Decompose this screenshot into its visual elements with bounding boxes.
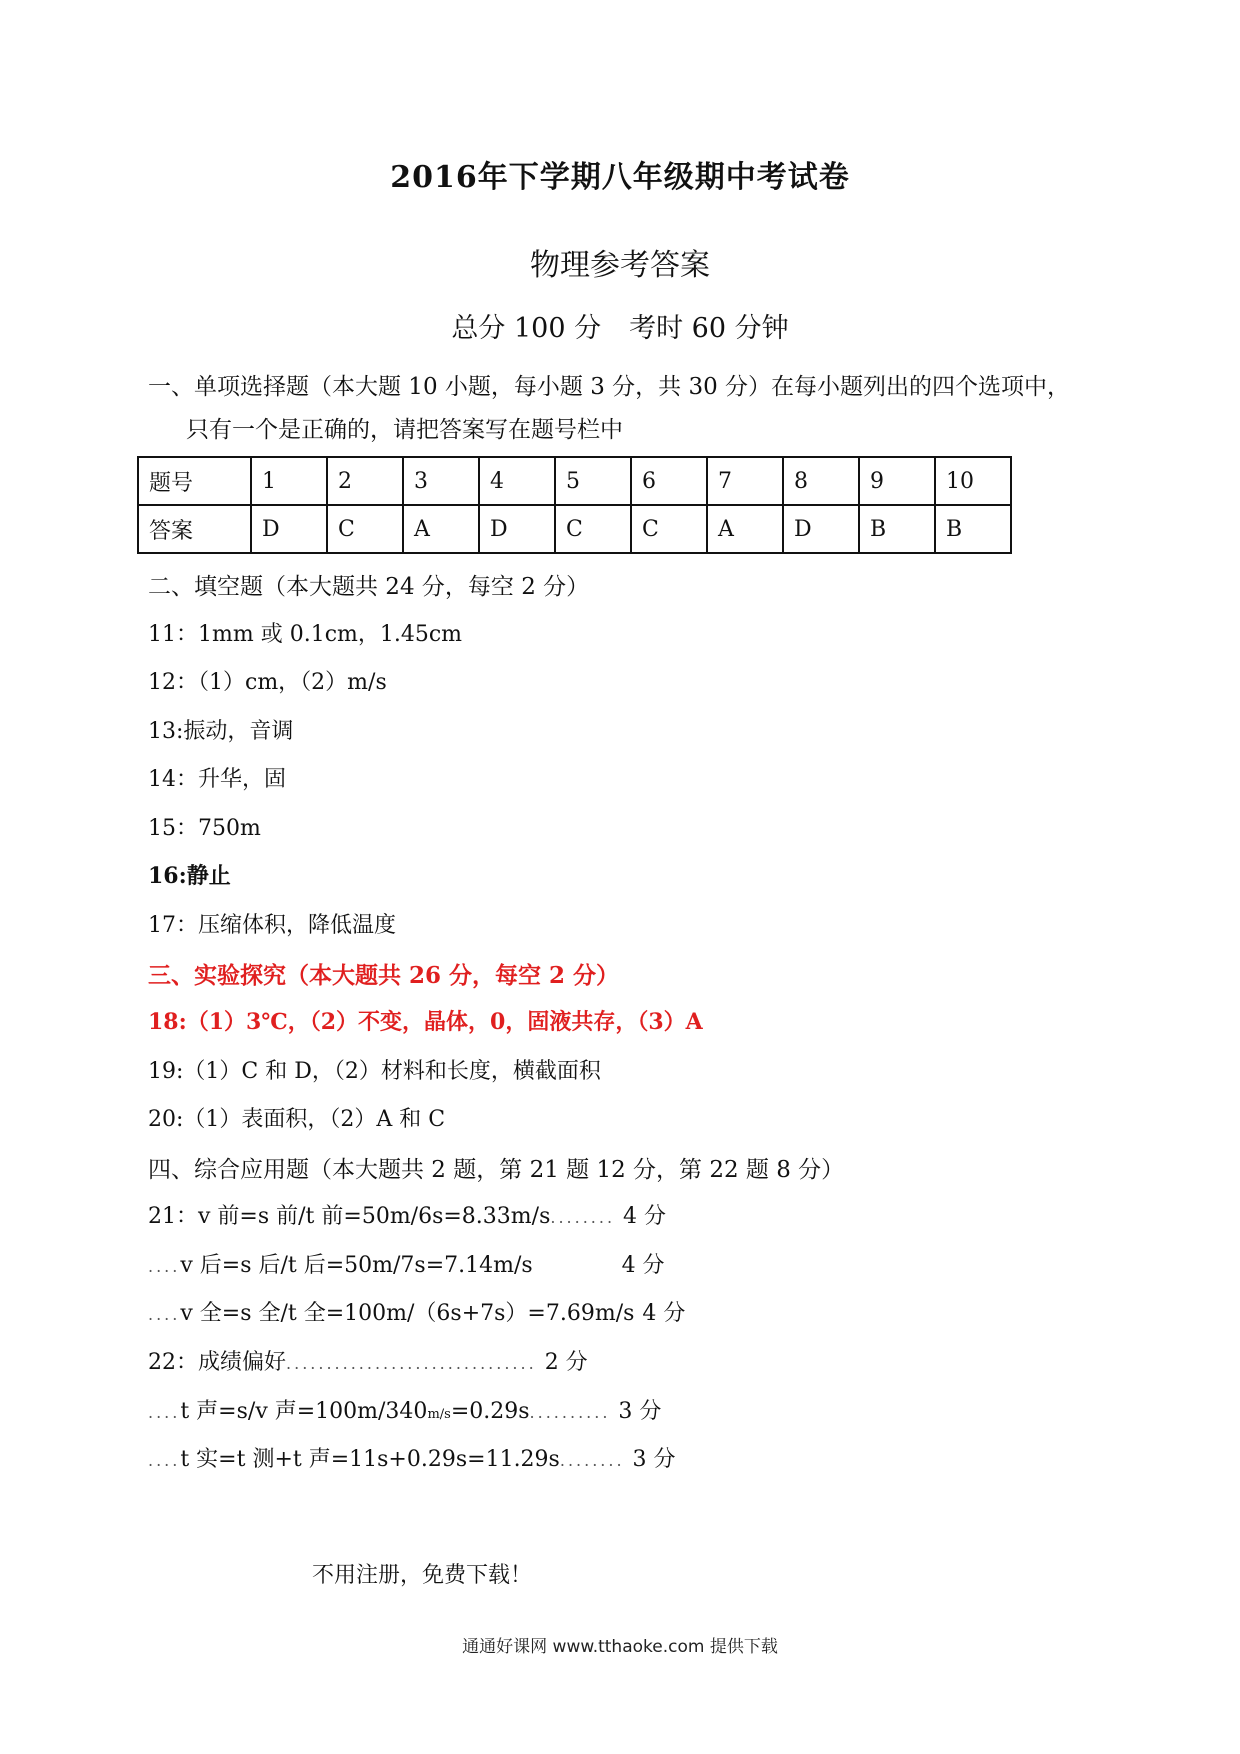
formula: t 声=s/v 声=100m/340 <box>180 1399 428 1424</box>
formula: v 后=s 后/t 后=50m/7s=7.14m/s <box>180 1253 533 1278</box>
table-cell: D <box>479 505 555 553</box>
q22-line-c <box>148 1442 676 1473</box>
formula: v 全=s 全/t 全=100m/（6s+7s）=7.69m/s <box>180 1301 635 1326</box>
leader-dots: ........ <box>559 1451 625 1470</box>
document-title: 2016年下学期八年级期中考试卷 <box>390 160 850 195</box>
section2-heading: 二、填空题（本大题共 24 分，每空 2 分） <box>148 574 590 600</box>
answer-table <box>137 456 1012 554</box>
table-cell: D <box>251 505 327 553</box>
leader-dots: .... <box>148 1403 181 1422</box>
leader-dots: .... <box>148 1451 181 1470</box>
q21-line-c <box>148 1296 685 1327</box>
answer-line: 17：压缩体积，降低温度 <box>148 913 396 938</box>
q21-line-a <box>148 1199 666 1230</box>
table-header-answer: 答案 <box>138 505 251 553</box>
table-cell: A <box>707 505 783 553</box>
table-row-answers <box>138 505 1011 553</box>
answer-line: 13:振动，音调 <box>148 719 294 744</box>
formula: t 实=t 测+t 声=11s+0.29s=11.29s <box>180 1447 560 1472</box>
answer-line: 19:（1）C 和 D，（2）材料和长度，横截面积 <box>148 1059 601 1084</box>
table-cell: C <box>327 505 403 553</box>
leader-dots: .... <box>148 1305 181 1324</box>
formula: 成绩偏好 <box>198 1350 287 1375</box>
table-cell: B <box>859 505 935 553</box>
table-cell: A <box>403 505 479 553</box>
table-cell: B <box>935 505 1011 553</box>
table-header-number: 题号 <box>138 457 251 505</box>
question-number: 21： <box>148 1204 198 1229</box>
table-cell: 3 <box>403 457 479 505</box>
leader-dots: .... <box>148 1257 181 1276</box>
formula: v 前=s 前/t 前=50m/6s=8.33m/s <box>198 1204 551 1229</box>
table-cell: C <box>555 505 631 553</box>
points: 3 分 <box>632 1447 676 1472</box>
points: 2 分 <box>544 1350 588 1375</box>
question-number: 22： <box>148 1350 198 1375</box>
exam-meta <box>0 306 1240 345</box>
table-cell: 8 <box>783 457 859 505</box>
leader-dots <box>533 1257 614 1276</box>
answer-line: 20:（1）表面积，（2）A 和 C <box>148 1107 446 1132</box>
table-cell: 2 <box>327 457 403 505</box>
table-cell: C <box>631 505 707 553</box>
table-cell: 10 <box>935 457 1011 505</box>
answer-line: 14：升华，固 <box>148 767 286 792</box>
answer-line: 12：（1）cm，（2）m/s <box>148 670 387 695</box>
section3-heading: 三、实验探究（本大题共 26 分，每空 2 分） <box>148 962 620 989</box>
table-row-numbers <box>138 457 1011 505</box>
section1-heading: 一、单项选择题（本大题 10 小题，每小题 3 分，共 30 分）在每小题列出的四个选项中， <box>148 374 1071 400</box>
formula: =0.29s <box>450 1399 530 1424</box>
table-cell: D <box>783 505 859 553</box>
unit-subscript: m/s <box>427 1407 451 1422</box>
table-cell: 4 <box>479 457 555 505</box>
q22-line-a <box>148 1345 588 1376</box>
points: 3 分 <box>618 1399 662 1424</box>
leader-dots: ............................... <box>286 1354 537 1373</box>
points: 4 分 <box>623 1204 667 1229</box>
page-footer: 通通好课网 www.tthaoke.com 提供下载 <box>462 1637 778 1657</box>
leader-dots: .......... <box>529 1403 611 1422</box>
table-cell: 5 <box>555 457 631 505</box>
answer-line: 11：1mm 或 0.1cm，1.45cm <box>148 622 463 647</box>
exam-duration: 考时 60 分钟 <box>629 313 789 344</box>
section1-instruction: 只有一个是正确的，请把答案写在题号栏中 <box>186 417 623 443</box>
table-cell: 6 <box>631 457 707 505</box>
table-cell: 9 <box>859 457 935 505</box>
q22-line-b <box>148 1394 661 1425</box>
table-cell: 1 <box>251 457 327 505</box>
leader-dots: ........ <box>550 1208 616 1227</box>
q21-line-b <box>148 1248 665 1279</box>
table-cell: 7 <box>707 457 783 505</box>
section4-heading: 四、综合应用题（本大题共 2 题，第 21 题 12 分，第 22 题 8 分） <box>148 1157 845 1183</box>
answer-line: 18:（1）3℃，（2）不变，晶体，0，固液共存，（3）A <box>148 1009 703 1035</box>
points: 4 分 <box>621 1253 665 1278</box>
document-subtitle: 物理参考答案 <box>530 248 710 283</box>
download-note: 不用注册，免费下载！ <box>312 1563 533 1588</box>
answer-line: 15：750m <box>148 816 261 841</box>
points: 4 分 <box>642 1301 686 1326</box>
answer-line: 16:静止 <box>148 863 231 889</box>
total-score: 总分 100 分 <box>451 313 602 344</box>
